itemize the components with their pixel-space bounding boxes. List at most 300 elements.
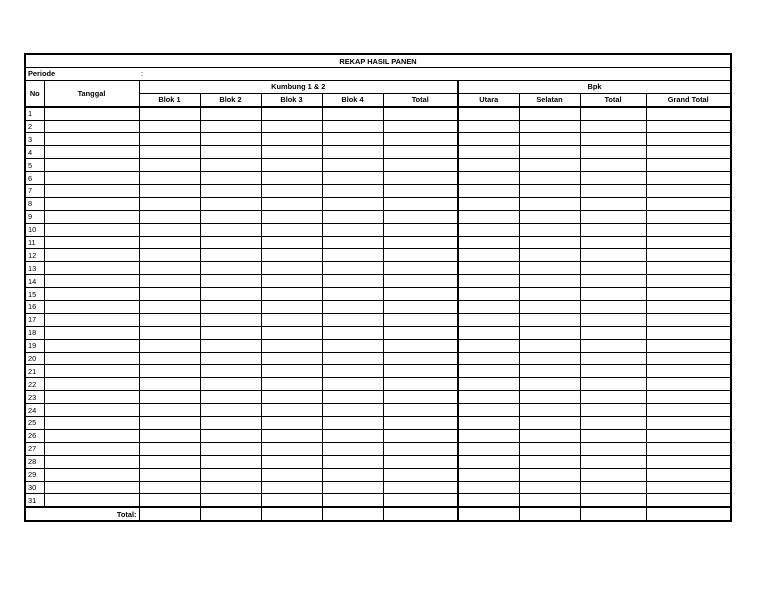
cell-utara[interactable] — [458, 275, 519, 288]
cell-blok-4[interactable] — [322, 288, 383, 301]
cell-blok-4[interactable] — [322, 159, 383, 172]
cell-kumbung-total[interactable] — [383, 172, 458, 185]
cell-utara[interactable] — [458, 468, 519, 481]
cell-blok-1[interactable] — [139, 494, 200, 507]
cell-bpk-total[interactable] — [580, 417, 646, 430]
cell-blok-4[interactable] — [322, 313, 383, 326]
cell-tanggal[interactable] — [44, 197, 139, 210]
cell-selatan[interactable] — [519, 455, 580, 468]
cell-kumbung-total[interactable] — [383, 391, 458, 404]
cell-blok-1[interactable] — [139, 288, 200, 301]
cell-kumbung-total[interactable] — [383, 494, 458, 507]
cell-grand-total[interactable] — [646, 159, 731, 172]
cell-grand-total[interactable] — [646, 223, 731, 236]
cell-selatan[interactable] — [519, 146, 580, 159]
cell-blok-2[interactable] — [200, 301, 261, 314]
cell-grand-total[interactable] — [646, 313, 731, 326]
cell-grand-total[interactable] — [646, 417, 731, 430]
cell-utara[interactable] — [458, 481, 519, 494]
cell-selatan[interactable] — [519, 159, 580, 172]
cell-kumbung-total[interactable] — [383, 313, 458, 326]
cell-selatan[interactable] — [519, 301, 580, 314]
cell-grand-total[interactable] — [646, 197, 731, 210]
cell-selatan[interactable] — [519, 417, 580, 430]
cell-blok-1[interactable] — [139, 185, 200, 198]
cell-blok-3[interactable] — [261, 172, 322, 185]
cell-bpk-total[interactable] — [580, 120, 646, 133]
cell-grand-total[interactable] — [646, 404, 731, 417]
cell-blok-2[interactable] — [200, 365, 261, 378]
cell-blok-1[interactable] — [139, 172, 200, 185]
cell-selatan[interactable] — [519, 326, 580, 339]
cell-kumbung-total[interactable] — [383, 404, 458, 417]
cell-selatan[interactable] — [519, 391, 580, 404]
cell-blok-2[interactable] — [200, 288, 261, 301]
cell-blok-2[interactable] — [200, 146, 261, 159]
cell-bpk-total[interactable] — [580, 159, 646, 172]
cell-utara[interactable] — [458, 326, 519, 339]
cell-grand-total[interactable] — [646, 107, 731, 120]
cell-kumbung-total[interactable] — [383, 481, 458, 494]
cell-bpk-total[interactable] — [580, 313, 646, 326]
cell-blok-3[interactable] — [261, 481, 322, 494]
cell-blok-4[interactable] — [322, 339, 383, 352]
cell-blok-4[interactable] — [322, 197, 383, 210]
cell-blok-1[interactable] — [139, 442, 200, 455]
cell-blok-1[interactable] — [139, 481, 200, 494]
cell-blok-3[interactable] — [261, 494, 322, 507]
cell-bpk-total[interactable] — [580, 442, 646, 455]
cell-selatan[interactable] — [519, 262, 580, 275]
cell-blok-2[interactable] — [200, 339, 261, 352]
cell-kumbung-total[interactable] — [383, 185, 458, 198]
cell-blok-3[interactable] — [261, 313, 322, 326]
cell-blok-1[interactable] — [139, 197, 200, 210]
cell-utara[interactable] — [458, 365, 519, 378]
cell-selatan[interactable] — [519, 236, 580, 249]
cell-bpk-total[interactable] — [580, 107, 646, 120]
cell-tanggal[interactable] — [44, 378, 139, 391]
cell-blok-4[interactable] — [322, 210, 383, 223]
cell-utara[interactable] — [458, 442, 519, 455]
cell-selatan[interactable] — [519, 468, 580, 481]
cell-tanggal[interactable] — [44, 313, 139, 326]
cell-blok-3[interactable] — [261, 223, 322, 236]
cell-tanggal[interactable] — [44, 417, 139, 430]
cell-selatan[interactable] — [519, 352, 580, 365]
cell-tanggal[interactable] — [44, 249, 139, 262]
cell-tanggal[interactable] — [44, 494, 139, 507]
cell-blok-4[interactable] — [322, 133, 383, 146]
cell-selatan[interactable] — [519, 313, 580, 326]
cell-grand-total[interactable] — [646, 494, 731, 507]
cell-blok-1[interactable] — [139, 133, 200, 146]
cell-blok-3[interactable] — [261, 146, 322, 159]
cell-grand-total[interactable] — [646, 455, 731, 468]
cell-blok-1[interactable] — [139, 275, 200, 288]
cell-selatan[interactable] — [519, 185, 580, 198]
cell-blok-2[interactable] — [200, 494, 261, 507]
cell-grand-total[interactable] — [646, 481, 731, 494]
cell-tanggal[interactable] — [44, 236, 139, 249]
cell-bpk-total[interactable] — [580, 223, 646, 236]
cell-tanggal[interactable] — [44, 262, 139, 275]
cell-grand-total[interactable] — [646, 301, 731, 314]
cell-blok-2[interactable] — [200, 223, 261, 236]
cell-blok-2[interactable] — [200, 249, 261, 262]
cell-utara[interactable] — [458, 391, 519, 404]
cell-blok-3[interactable] — [261, 197, 322, 210]
cell-blok-2[interactable] — [200, 236, 261, 249]
cell-bpk-total[interactable] — [580, 210, 646, 223]
cell-blok-1[interactable] — [139, 249, 200, 262]
cell-tanggal[interactable] — [44, 120, 139, 133]
cell-utara[interactable] — [458, 185, 519, 198]
cell-grand-total[interactable] — [646, 133, 731, 146]
cell-kumbung-total[interactable] — [383, 339, 458, 352]
cell-kumbung-total[interactable] — [383, 352, 458, 365]
cell-utara[interactable] — [458, 404, 519, 417]
cell-blok-3[interactable] — [261, 288, 322, 301]
cell-blok-4[interactable] — [322, 249, 383, 262]
cell-kumbung-total[interactable] — [383, 429, 458, 442]
cell-grand-total[interactable] — [646, 468, 731, 481]
cell-kumbung-total[interactable] — [383, 455, 458, 468]
cell-blok-1[interactable] — [139, 313, 200, 326]
cell-selatan[interactable] — [519, 288, 580, 301]
total-cell-blok-1[interactable] — [139, 507, 200, 521]
cell-blok-2[interactable] — [200, 378, 261, 391]
cell-selatan[interactable] — [519, 197, 580, 210]
cell-blok-2[interactable] — [200, 481, 261, 494]
cell-utara[interactable] — [458, 120, 519, 133]
cell-bpk-total[interactable] — [580, 301, 646, 314]
cell-selatan[interactable] — [519, 249, 580, 262]
cell-utara[interactable] — [458, 107, 519, 120]
cell-blok-1[interactable] — [139, 352, 200, 365]
cell-utara[interactable] — [458, 249, 519, 262]
cell-blok-2[interactable] — [200, 159, 261, 172]
cell-utara[interactable] — [458, 352, 519, 365]
cell-blok-3[interactable] — [261, 301, 322, 314]
cell-utara[interactable] — [458, 159, 519, 172]
cell-bpk-total[interactable] — [580, 236, 646, 249]
cell-blok-4[interactable] — [322, 223, 383, 236]
cell-tanggal[interactable] — [44, 352, 139, 365]
cell-kumbung-total[interactable] — [383, 249, 458, 262]
cell-kumbung-total[interactable] — [383, 468, 458, 481]
cell-selatan[interactable] — [519, 494, 580, 507]
cell-selatan[interactable] — [519, 275, 580, 288]
cell-utara[interactable] — [458, 313, 519, 326]
cell-blok-1[interactable] — [139, 326, 200, 339]
cell-blok-2[interactable] — [200, 442, 261, 455]
cell-kumbung-total[interactable] — [383, 236, 458, 249]
cell-blok-2[interactable] — [200, 313, 261, 326]
cell-bpk-total[interactable] — [580, 326, 646, 339]
cell-blok-4[interactable] — [322, 481, 383, 494]
cell-grand-total[interactable] — [646, 442, 731, 455]
cell-blok-1[interactable] — [139, 339, 200, 352]
cell-blok-4[interactable] — [322, 494, 383, 507]
cell-kumbung-total[interactable] — [383, 301, 458, 314]
cell-blok-2[interactable] — [200, 417, 261, 430]
cell-bpk-total[interactable] — [580, 197, 646, 210]
cell-blok-2[interactable] — [200, 107, 261, 120]
cell-blok-2[interactable] — [200, 210, 261, 223]
cell-blok-3[interactable] — [261, 352, 322, 365]
cell-blok-3[interactable] — [261, 275, 322, 288]
cell-grand-total[interactable] — [646, 288, 731, 301]
cell-blok-4[interactable] — [322, 120, 383, 133]
cell-blok-4[interactable] — [322, 236, 383, 249]
cell-blok-3[interactable] — [261, 262, 322, 275]
cell-selatan[interactable] — [519, 442, 580, 455]
cell-blok-2[interactable] — [200, 326, 261, 339]
cell-tanggal[interactable] — [44, 288, 139, 301]
cell-tanggal[interactable] — [44, 339, 139, 352]
cell-blok-2[interactable] — [200, 468, 261, 481]
cell-blok-4[interactable] — [322, 365, 383, 378]
cell-blok-4[interactable] — [322, 185, 383, 198]
cell-utara[interactable] — [458, 417, 519, 430]
cell-blok-1[interactable] — [139, 223, 200, 236]
cell-blok-4[interactable] — [322, 417, 383, 430]
cell-utara[interactable] — [458, 236, 519, 249]
cell-blok-2[interactable] — [200, 133, 261, 146]
cell-selatan[interactable] — [519, 404, 580, 417]
cell-blok-4[interactable] — [322, 275, 383, 288]
cell-blok-1[interactable] — [139, 146, 200, 159]
cell-blok-4[interactable] — [322, 378, 383, 391]
cell-kumbung-total[interactable] — [383, 159, 458, 172]
cell-kumbung-total[interactable] — [383, 133, 458, 146]
cell-kumbung-total[interactable] — [383, 326, 458, 339]
period-value[interactable] — [139, 68, 731, 81]
cell-blok-4[interactable] — [322, 107, 383, 120]
cell-blok-4[interactable] — [322, 301, 383, 314]
cell-grand-total[interactable] — [646, 391, 731, 404]
cell-blok-4[interactable] — [322, 326, 383, 339]
cell-grand-total[interactable] — [646, 249, 731, 262]
cell-blok-4[interactable] — [322, 391, 383, 404]
cell-blok-1[interactable] — [139, 159, 200, 172]
cell-utara[interactable] — [458, 133, 519, 146]
cell-bpk-total[interactable] — [580, 352, 646, 365]
cell-blok-2[interactable] — [200, 185, 261, 198]
cell-utara[interactable] — [458, 429, 519, 442]
cell-utara[interactable] — [458, 339, 519, 352]
cell-blok-2[interactable] — [200, 429, 261, 442]
cell-blok-3[interactable] — [261, 249, 322, 262]
cell-blok-3[interactable] — [261, 107, 322, 120]
cell-blok-1[interactable] — [139, 391, 200, 404]
cell-utara[interactable] — [458, 455, 519, 468]
cell-tanggal[interactable] — [44, 429, 139, 442]
cell-blok-2[interactable] — [200, 120, 261, 133]
cell-kumbung-total[interactable] — [383, 417, 458, 430]
cell-grand-total[interactable] — [646, 120, 731, 133]
cell-blok-3[interactable] — [261, 133, 322, 146]
cell-grand-total[interactable] — [646, 172, 731, 185]
cell-blok-1[interactable] — [139, 404, 200, 417]
cell-tanggal[interactable] — [44, 146, 139, 159]
cell-tanggal[interactable] — [44, 210, 139, 223]
cell-utara[interactable] — [458, 223, 519, 236]
total-cell-blok-3[interactable] — [261, 507, 322, 521]
cell-blok-1[interactable] — [139, 236, 200, 249]
cell-kumbung-total[interactable] — [383, 223, 458, 236]
cell-tanggal[interactable] — [44, 159, 139, 172]
cell-kumbung-total[interactable] — [383, 146, 458, 159]
cell-blok-1[interactable] — [139, 417, 200, 430]
cell-bpk-total[interactable] — [580, 172, 646, 185]
cell-bpk-total[interactable] — [580, 185, 646, 198]
cell-bpk-total[interactable] — [580, 146, 646, 159]
cell-grand-total[interactable] — [646, 339, 731, 352]
cell-kumbung-total[interactable] — [383, 107, 458, 120]
cell-tanggal[interactable] — [44, 223, 139, 236]
cell-tanggal[interactable] — [44, 391, 139, 404]
cell-blok-2[interactable] — [200, 352, 261, 365]
cell-grand-total[interactable] — [646, 185, 731, 198]
cell-selatan[interactable] — [519, 429, 580, 442]
cell-kumbung-total[interactable] — [383, 262, 458, 275]
cell-selatan[interactable] — [519, 481, 580, 494]
cell-blok-3[interactable] — [261, 442, 322, 455]
cell-selatan[interactable] — [519, 339, 580, 352]
cell-blok-4[interactable] — [322, 404, 383, 417]
cell-blok-4[interactable] — [322, 172, 383, 185]
cell-tanggal[interactable] — [44, 107, 139, 120]
cell-tanggal[interactable] — [44, 481, 139, 494]
total-cell-blok-2[interactable] — [200, 507, 261, 521]
cell-blok-4[interactable] — [322, 468, 383, 481]
cell-bpk-total[interactable] — [580, 275, 646, 288]
cell-utara[interactable] — [458, 301, 519, 314]
cell-tanggal[interactable] — [44, 301, 139, 314]
cell-blok-1[interactable] — [139, 210, 200, 223]
cell-grand-total[interactable] — [646, 262, 731, 275]
total-cell-kumbung-total[interactable] — [383, 507, 458, 521]
cell-kumbung-total[interactable] — [383, 442, 458, 455]
cell-blok-2[interactable] — [200, 262, 261, 275]
cell-kumbung-total[interactable] — [383, 365, 458, 378]
cell-utara[interactable] — [458, 288, 519, 301]
cell-tanggal[interactable] — [44, 468, 139, 481]
cell-bpk-total[interactable] — [580, 391, 646, 404]
cell-tanggal[interactable] — [44, 133, 139, 146]
cell-utara[interactable] — [458, 197, 519, 210]
cell-blok-1[interactable] — [139, 107, 200, 120]
cell-blok-2[interactable] — [200, 172, 261, 185]
cell-blok-3[interactable] — [261, 120, 322, 133]
cell-grand-total[interactable] — [646, 236, 731, 249]
total-cell-utara[interactable] — [458, 507, 519, 521]
total-cell-bpk-total[interactable] — [580, 507, 646, 521]
cell-blok-2[interactable] — [200, 391, 261, 404]
cell-utara[interactable] — [458, 172, 519, 185]
cell-selatan[interactable] — [519, 378, 580, 391]
cell-kumbung-total[interactable] — [383, 210, 458, 223]
cell-bpk-total[interactable] — [580, 481, 646, 494]
cell-blok-1[interactable] — [139, 262, 200, 275]
total-cell-grand-total[interactable] — [646, 507, 731, 521]
cell-utara[interactable] — [458, 146, 519, 159]
cell-tanggal[interactable] — [44, 455, 139, 468]
cell-grand-total[interactable] — [646, 378, 731, 391]
cell-kumbung-total[interactable] — [383, 197, 458, 210]
cell-tanggal[interactable] — [44, 442, 139, 455]
cell-blok-3[interactable] — [261, 468, 322, 481]
cell-blok-1[interactable] — [139, 378, 200, 391]
cell-blok-2[interactable] — [200, 197, 261, 210]
cell-blok-3[interactable] — [261, 365, 322, 378]
cell-selatan[interactable] — [519, 120, 580, 133]
cell-blok-1[interactable] — [139, 301, 200, 314]
cell-utara[interactable] — [458, 378, 519, 391]
cell-grand-total[interactable] — [646, 365, 731, 378]
cell-blok-4[interactable] — [322, 442, 383, 455]
cell-bpk-total[interactable] — [580, 133, 646, 146]
cell-bpk-total[interactable] — [580, 429, 646, 442]
total-cell-selatan[interactable] — [519, 507, 580, 521]
cell-bpk-total[interactable] — [580, 468, 646, 481]
cell-selatan[interactable] — [519, 365, 580, 378]
cell-blok-1[interactable] — [139, 365, 200, 378]
cell-blok-1[interactable] — [139, 468, 200, 481]
cell-blok-3[interactable] — [261, 210, 322, 223]
cell-blok-3[interactable] — [261, 236, 322, 249]
cell-blok-3[interactable] — [261, 417, 322, 430]
cell-grand-total[interactable] — [646, 326, 731, 339]
cell-tanggal[interactable] — [44, 404, 139, 417]
cell-blok-4[interactable] — [322, 262, 383, 275]
cell-blok-3[interactable] — [261, 404, 322, 417]
cell-blok-1[interactable] — [139, 455, 200, 468]
cell-blok-2[interactable] — [200, 455, 261, 468]
cell-grand-total[interactable] — [646, 275, 731, 288]
cell-bpk-total[interactable] — [580, 249, 646, 262]
cell-kumbung-total[interactable] — [383, 378, 458, 391]
cell-bpk-total[interactable] — [580, 262, 646, 275]
cell-blok-3[interactable] — [261, 429, 322, 442]
cell-selatan[interactable] — [519, 223, 580, 236]
cell-grand-total[interactable] — [646, 210, 731, 223]
cell-selatan[interactable] — [519, 133, 580, 146]
cell-grand-total[interactable] — [646, 352, 731, 365]
cell-blok-4[interactable] — [322, 352, 383, 365]
cell-blok-3[interactable] — [261, 339, 322, 352]
cell-kumbung-total[interactable] — [383, 288, 458, 301]
cell-tanggal[interactable] — [44, 185, 139, 198]
cell-blok-3[interactable] — [261, 326, 322, 339]
cell-selatan[interactable] — [519, 210, 580, 223]
cell-blok-4[interactable] — [322, 146, 383, 159]
cell-utara[interactable] — [458, 262, 519, 275]
cell-tanggal[interactable] — [44, 365, 139, 378]
cell-blok-3[interactable] — [261, 185, 322, 198]
cell-bpk-total[interactable] — [580, 365, 646, 378]
cell-blok-1[interactable] — [139, 120, 200, 133]
total-cell-blok-4[interactable] — [322, 507, 383, 521]
cell-blok-4[interactable] — [322, 455, 383, 468]
cell-selatan[interactable] — [519, 107, 580, 120]
cell-blok-3[interactable] — [261, 455, 322, 468]
cell-selatan[interactable] — [519, 172, 580, 185]
cell-utara[interactable] — [458, 494, 519, 507]
cell-bpk-total[interactable] — [580, 339, 646, 352]
